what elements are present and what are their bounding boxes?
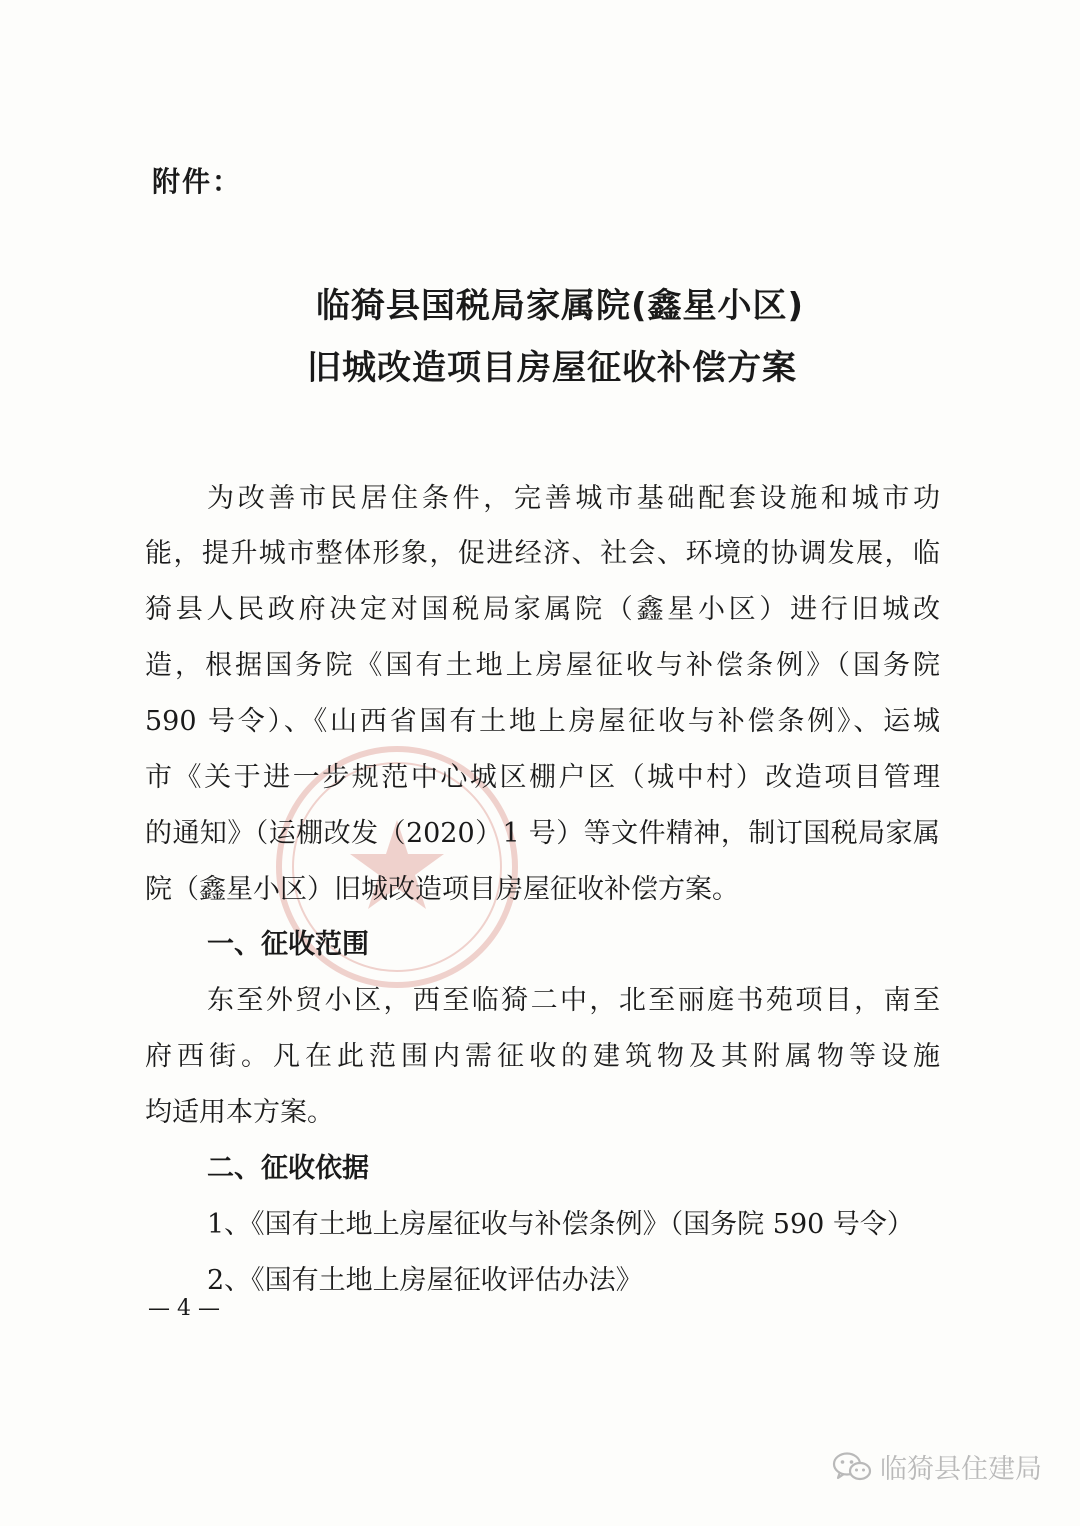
intro-line: 院（鑫星小区）旧城改造项目房屋征收补偿方案。 [145,874,739,905]
intro-line: 590 号令）、《山西省国有土地上房屋征收与补偿条例》、运城 [145,706,940,737]
scope-line: 均适用本方案。 [145,1097,334,1128]
document-title-line-2: 旧城改造项目房屋征收补偿方案 [307,348,797,388]
intro-line: 能，提升城市整体形象，促进经济、社会、环境的协调发展，临 [145,538,940,569]
intro-line: 市《关于进一步规范中心城区棚户区（城中村）改造项目管理 [145,762,940,793]
scope-line: 东至外贸小区，西至临猗二中，北至丽庭书苑项目，南至 [207,985,940,1016]
basis-item: 1、《国有土地上房屋征收与补偿条例》（国务院 590 号令） [207,1209,914,1240]
intro-line: 为改善市民居住条件，完善城市基础配套设施和城市功 [207,483,940,514]
page-number: — 4 — [148,1296,220,1321]
intro-line: 造，根据国务院《国有土地上房屋征收与补偿条例》（国务院 [145,650,940,681]
section-heading-scope: 一、征收范围 [207,929,369,960]
section-heading-basis: 二、征收依据 [207,1153,369,1184]
watermark-text: 临猗县住建局 [880,1454,1042,1485]
wechat-watermark [832,1447,1042,1486]
intro-line: 的通知》（运棚改发（2020）1 号）等文件精神，制订国税局家属 [145,818,940,849]
attachment-label: 附件： [152,165,243,198]
document-title-line-1: 临猗县国税局家属院(鑫星小区) [315,286,805,326]
intro-line: 猗县人民政府决定对国税局家属院（鑫星小区）进行旧城改 [145,594,940,625]
basis-item: 2、《国有土地上房屋征收评估办法》 [207,1265,643,1296]
wechat-icon [832,1451,872,1483]
scope-line: 府西街。凡在此范围内需征收的建筑物及其附属物等设施 [145,1041,940,1072]
